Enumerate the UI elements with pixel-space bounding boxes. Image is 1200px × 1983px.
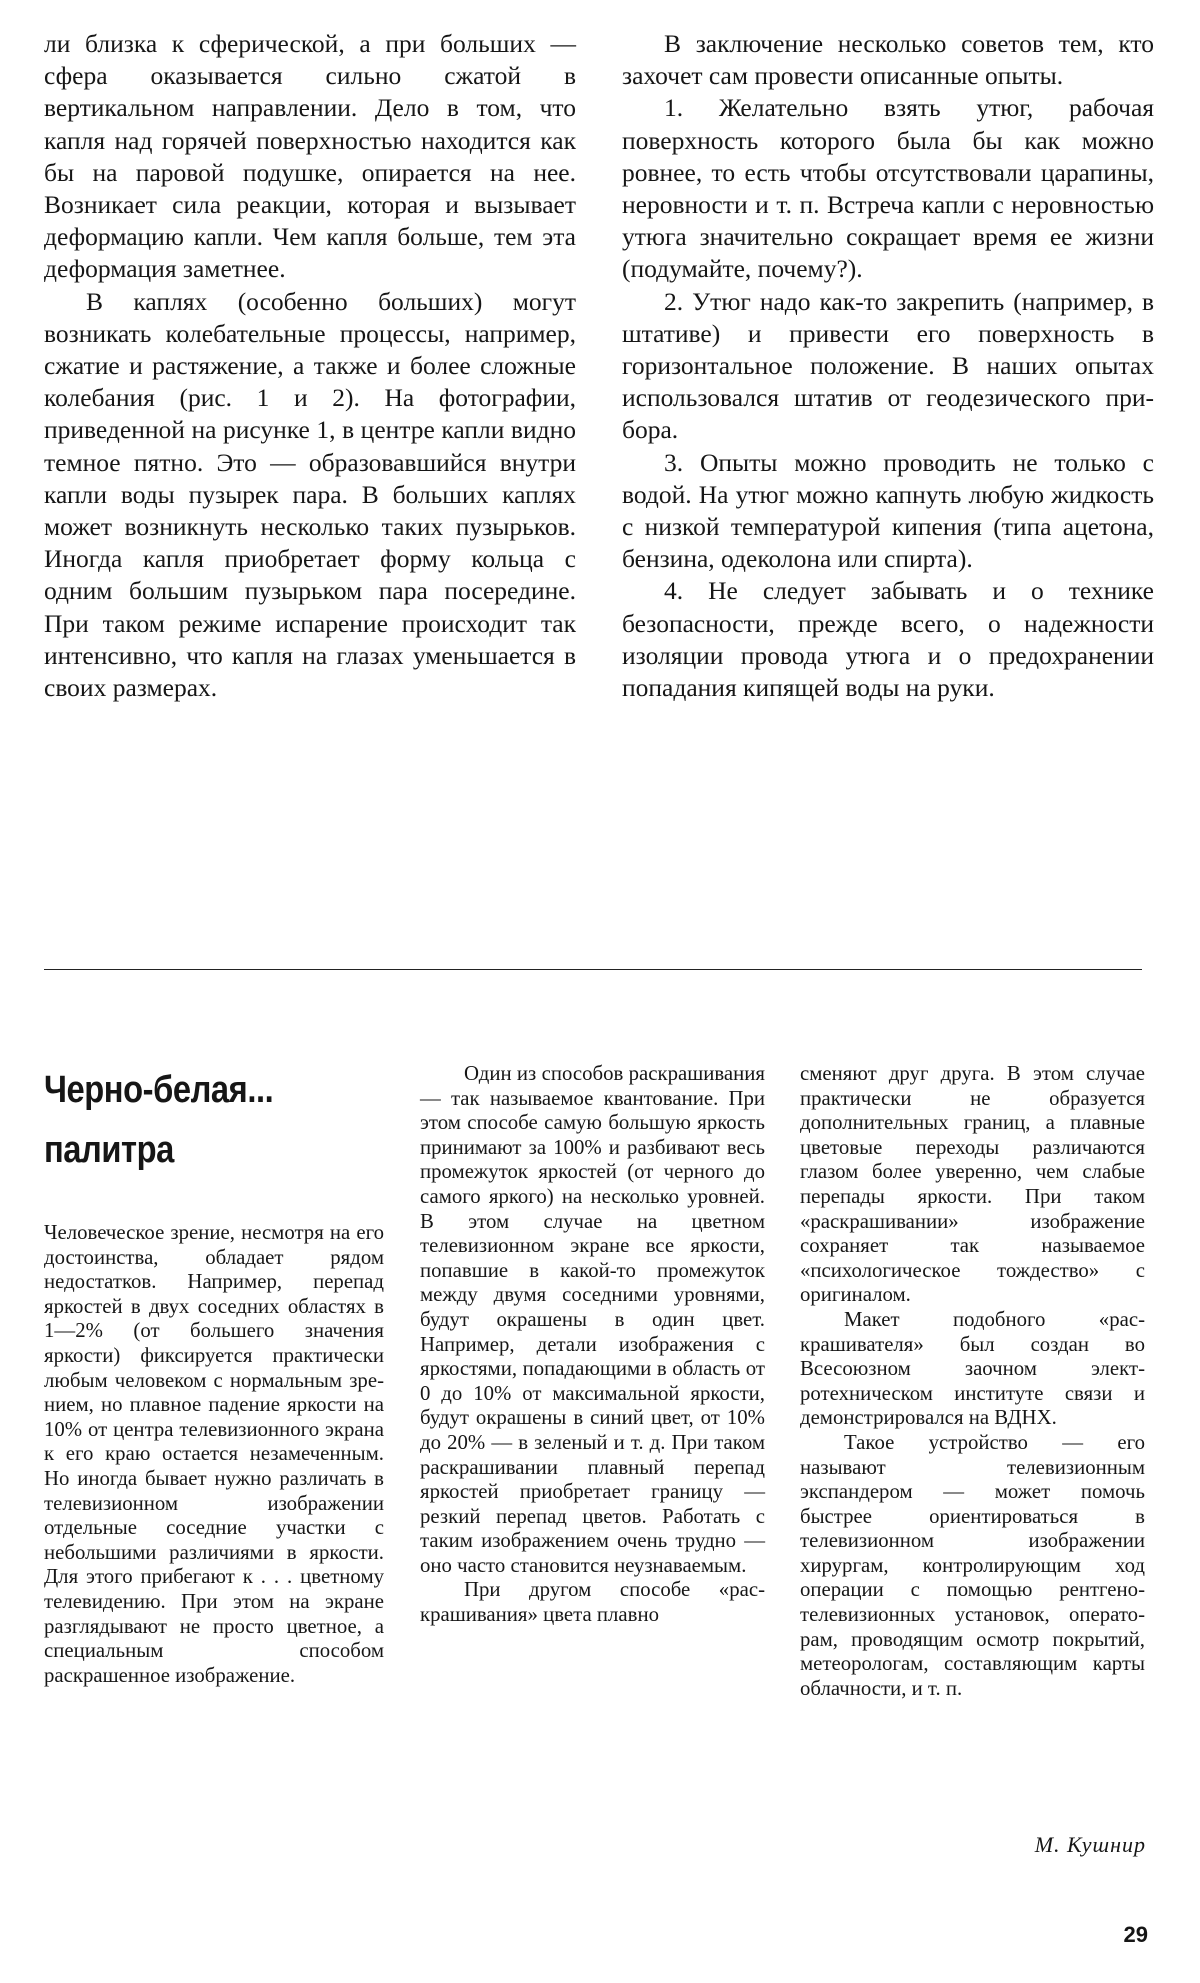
- article-title-line-1: Черно-белая...: [44, 1069, 274, 1111]
- paragraph: сменяют друг друга. В этом случае практически не образуется дополнительных границ, а плавные цветовые переходы различаются глазом более уверенно, чем слабые перепады яркости. При таком «раскрашивании» изображение сохраняет так называемое «психологическое тождество» с оригиналом.: [800, 1062, 1145, 1307]
- paragraph: 1. Желательно взять утюг, рабочая поверхность которого была бы как можно ровнее, то есть чтобы отсутствовали царапины, неровности и т. п. Встреча капли с неровностью утюга значительно сокращает время ее жизни (подумайте, почему?).: [622, 93, 1154, 284]
- section-divider: [44, 969, 1142, 970]
- paragraph: 4. Не следует забывать и о технике безопасности, прежде всего, о надежности изоляции провода утюга и о предохранении попадания кипящей воды на руки.: [622, 576, 1154, 703]
- article-column-2: [420, 1062, 765, 1628]
- article-title-line-2: палитра: [44, 1129, 174, 1171]
- paragraph: Человеческое зрение, несмотря на его достоинства, обладает рядом недостатков. Например, перепад яркостей в двух соседних областях в 1—2% (от большего значения яркости) фиксируется практически любым человеком с нормальным зрением, но плавное падение яркости на 10% от центра телевизионного экрана к его краю остается незамеченным. Но иногда бывает нужно различать в телевизионном изображении отдельные соседние участки с небольшими различиями в яркости. Для этого прибегают к . . . цветному телевидению. При этом на экране разглядывают не просто цветное, а специальным способом раскрашенное изображение.: [44, 1221, 384, 1687]
- author-signature: М. Кушнир: [1034, 1832, 1146, 1857]
- top-article-left-column: [44, 28, 576, 704]
- top-article-right-column: [622, 28, 1154, 704]
- page-number: 29: [1123, 1922, 1148, 1947]
- paragraph: 3. Опыты можно проводить не только с водой. На утюг можно капнуть любую жидкость с низкой температурой кипения (типа ацетона, бензина, одеколона или спирта).: [622, 447, 1154, 574]
- article-column-1: [44, 1221, 384, 1688]
- paragraph: Такое устройство — его называют телевизионным экспандером — может помочь быстрее ориентироваться в телевизионном изображении хирургам, контролирующим ход операции с помощью рентгено-телевизионных установок, операторам, проводящим осмотр покрытий, метеорологам, составляющим карты облачности, и т. п.: [800, 1430, 1145, 1700]
- paragraph: При другом способе «раскрашивания» цвета плавно: [420, 1578, 765, 1627]
- article-title: [44, 1060, 328, 1180]
- paragraph: В заключение несколько советов тем, кто захочет сам провести описанные опыты.: [622, 29, 1154, 91]
- article-column-3: [800, 1062, 1145, 1701]
- paragraph: Один из способов раскрашивания — так называемое квантование. При этом способе самую большую яркость принимают за 100% и разбивают весь промежуток яркостей (от черного до самого яркого) на несколько уровней. В этом случае на цветном телевизионном экране все яркости, попавшие в какой-то промежуток между двумя соседними уровнями, будут окрашены в один цвет. Например, детали изображения с яркостями, попадающими в область от 0 до 10% от максимальной яркости, будут окрашены в синий цвет, от 10% до 20% — в зеленый и т. д. При таком раскрашивании плавный перепад яркостей приобретает границу — резкий перепад цветов. Работать с таким изображением очень трудно — оно часто становится неузнаваемым.: [420, 1062, 765, 1577]
- paragraph: Макет подобного «раскрашивателя» был создан во Всесоюзном заочном электротехническом институте связи и демонстрировался на ВДНХ.: [800, 1307, 1145, 1430]
- paragraph: 2. Утюг надо как-то закрепить (например, в штативе) и привести его поверхность в горизонтальное положение. В наших опытах использовался штатив от геодезического прибора.: [622, 286, 1154, 445]
- paragraph: ли близка к сферической, а при больших — сфера оказывается сильно сжатой в вертикальном направлении. Дело в том, что капля над горячей поверхностью находится как бы на паровой подушке, опирается на нее. Возникает сила реакции, которая и вызывает деформацию капли. Чем капля больше, тем эта деформация заметнее.: [44, 29, 576, 284]
- paragraph: В каплях (особенно больших) могут возникать колебательные процессы, например, сжатие и растяжение, а также и более сложные колебания (рис. 1 и 2). На фотографии, приведенной на рисунке 1, в центре капли видно темное пятно. Это — образовавшийся внутри капли воды пузырек пара. В больших каплях может возникнуть несколько таких пузырьков. Иногда капля приобретает форму кольца с одним большим пузырьком пара посередине. При таком режиме испарение происходит так интенсивно, что капля на глазах уменьшается в своих размерах.: [44, 286, 576, 703]
